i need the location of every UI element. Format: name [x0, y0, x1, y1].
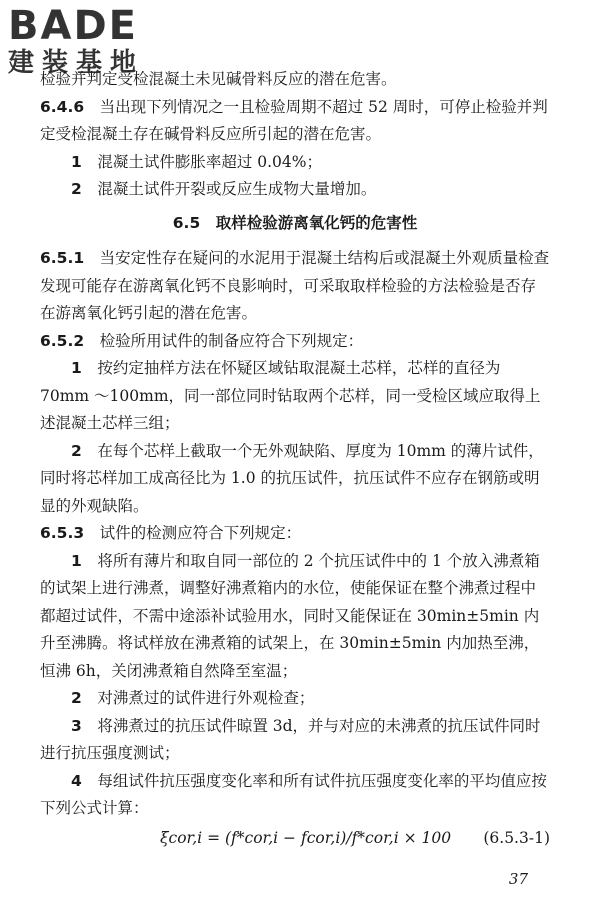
list-item [40, 768, 550, 823]
item-number: 1 [71, 359, 82, 377]
clause-number: 6.5.3 [40, 524, 85, 542]
paragraph-text: 将所有薄片和取自同一部位的 2 个抗压试件中的 1 个放入沸煮箱的试架上进行沸煮，调整好沸煮箱内的水位，使能保证在整个沸煮过程中都超过试件，不需中途添补试验用水，同时又能保证在 30min±5min 内升至沸腾。将试样放在沸煮箱的试架上，在 30min±5min 内加热至沸，恒沸 6h，关闭沸煮箱自然降至室温； [40, 551, 540, 680]
logo-main-text: BADE [8, 3, 138, 49]
clause-number: 6.5.1 [40, 249, 85, 267]
list-item [40, 355, 550, 438]
paragraph-text: 试件的检测应符合下列规定： [99, 524, 302, 542]
item-number: 3 [71, 716, 82, 735]
logo-sub-text: 建装基地 [8, 48, 145, 78]
clause-paragraph [40, 520, 550, 548]
paragraph-text: 每组试件抗压强度变化率和所有试件抗压强度变化率的平均值应按下列公式计算： [40, 771, 547, 817]
item-number: 2 [71, 441, 82, 460]
list-item [40, 438, 550, 521]
paragraph-text: 当出现下列情况之一且检验周期不超过 52 周时，可停止检验并判定受检混凝土存在碱骨料反应所引起的潜在危害。 [40, 97, 548, 143]
formula-row [40, 825, 550, 855]
item-number: 1 [71, 152, 82, 171]
item-number: 1 [71, 551, 82, 570]
formula-expression: ξcor,i = (f*cor,i − fcor,i)/f*cor,i × 100 [160, 828, 452, 847]
list-item [40, 713, 550, 768]
list-item [40, 149, 550, 177]
paragraph-text: 在每个芯样上截取一个无外观缺陷、厚度为 10mm 的薄片试件，同时将芯样加工成高径比为 1.0 的抗压试件，抗压试件不应存在钢筋或明显的外观缺陷。 [40, 441, 544, 515]
paragraph: 检验并判定受检混凝土未见碱骨料反应的潜在危害。 [40, 70, 397, 88]
item-number: 4 [71, 771, 82, 790]
paragraph-text: 按约定抽样方法在怀疑区域钻取混凝土芯样，芯样的直径为 70mm ～100mm，同一部位同时钻取两个芯样，同一受检区域应取得上述混凝土芯样三组； [40, 359, 541, 432]
clause-paragraph [40, 245, 550, 328]
paragraph-text: 混凝土试件膨胀率超过 0.04%； [97, 152, 322, 171]
paragraph-text: 对沸煮过的试件进行外观检查； [97, 689, 315, 707]
list-item [40, 548, 550, 686]
page-number: 37 [508, 870, 528, 888]
list-item [40, 685, 550, 713]
clause-paragraph [40, 328, 550, 356]
clause-paragraph [40, 94, 550, 149]
clause-number: 6.4.6 [40, 97, 85, 116]
paragraph-text: 将沸煮过的抗压试件晾置 3d，并与对应的未沸煮的抗压试件同时进行抗压强度测试； [40, 716, 541, 762]
document-body [40, 66, 550, 855]
paragraph-text: 当安定性存在疑问的水泥用于混凝土结构后或混凝土外观质量检查发现可能存在游离氧化钙不良影响时，可采取取样检验的方法检验是否存在游离氧化钙引起的潜在危害。 [40, 249, 550, 322]
item-number: 2 [71, 689, 82, 707]
formula-label: (6.5.3-1) [483, 828, 550, 847]
item-number: 2 [71, 180, 82, 198]
paragraph-text: 混凝土试件开裂或反应生成物大量增加。 [97, 180, 377, 198]
paragraph-text: 检验所用试件的制备应符合下列规定： [99, 331, 364, 350]
section-heading: 6.5 取样检验游离氧化钙的危害性 [172, 213, 418, 232]
clause-number: 6.5.2 [40, 331, 85, 350]
list-item [40, 176, 550, 204]
